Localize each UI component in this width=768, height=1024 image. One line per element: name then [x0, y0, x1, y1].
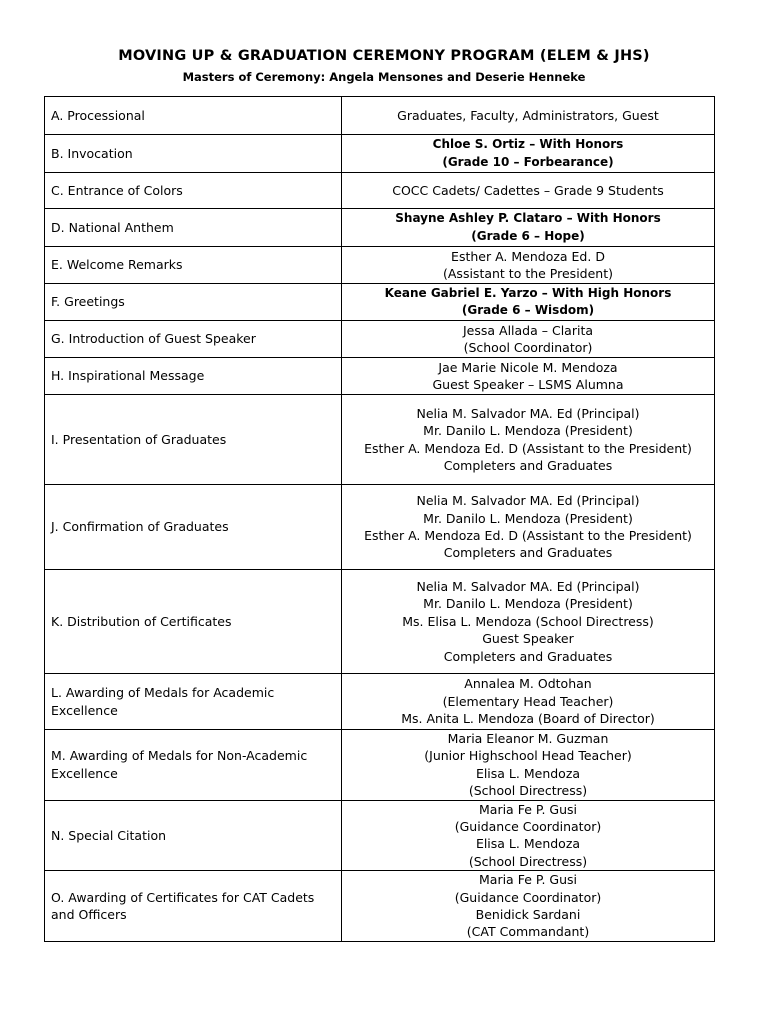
program-row [45, 321, 715, 358]
responsible-line: Jae Marie Nicole M. Mendoza [438, 359, 618, 375]
program-row [45, 871, 715, 942]
program-item: M. Awarding of Medals for Non-Academic Excellence [45, 730, 342, 801]
responsible-line: Mr. Danilo L. Mendoza (President) [423, 596, 633, 612]
responsible-line: Mr. Danilo L. Mendoza (President) [423, 423, 633, 439]
program-row [45, 730, 715, 801]
program-row [45, 173, 715, 209]
responsible-line: Keane Gabriel E. Yarzo – With High Honors [384, 285, 672, 300]
responsible-line: Ms. Anita L. Mendoza (Board of Director) [401, 711, 655, 727]
program-responsible [342, 209, 715, 247]
responsible-line: Elisa L. Mendoza [475, 836, 581, 852]
program-responsible [342, 485, 715, 570]
responsible-line: (Guidance Coordinator) [454, 889, 602, 905]
program-row [45, 247, 715, 284]
program-responsible [342, 173, 715, 209]
program-responsible [342, 135, 715, 173]
program-row [45, 97, 715, 135]
responsible-line: Elisa L. Mendoza [475, 765, 581, 781]
responsible-line: Shayne Ashley P. Clataro – With Honors [395, 211, 661, 226]
program-responsible [342, 284, 715, 321]
responsible-line: Nelia M. Salvador MA. Ed (Principal) [416, 405, 640, 421]
responsible-line: Esther A. Mendoza Ed. D (Assistant to the President) [364, 440, 692, 456]
program-item: H. Inspirational Message [45, 358, 342, 395]
program-row [45, 800, 715, 871]
responsible-line: Jessa Allada – Clarita [462, 322, 594, 338]
responsible-line: Esther A. Mendoza Ed. D (Assistant to the President) [364, 528, 692, 543]
program-item: L. Awarding of Medals for Academic Excellence [45, 674, 342, 730]
program-title: MOVING UP & GRADUATION CEREMONY PROGRAM (ELEM & JHS) [118, 48, 650, 64]
responsible-line: (Elementary Head Teacher) [442, 693, 614, 709]
program-responsible [342, 395, 715, 485]
program-row [45, 674, 715, 730]
program-responsible [342, 871, 715, 942]
program-responsible [342, 247, 715, 284]
responsible-line: Maria Fe P. Gusi [479, 801, 577, 817]
program-responsible [342, 321, 715, 358]
program-item: I. Presentation of Graduates [45, 395, 342, 485]
program-item: C. Entrance of Colors [45, 173, 342, 209]
program-item: K. Distribution of Certificates [45, 570, 342, 674]
masters-of-ceremony: Masters of Ceremony: Angela Mensones and Deserie Henneke [182, 70, 586, 84]
program-table [44, 96, 715, 942]
responsible-line: (Guidance Coordinator) [454, 819, 602, 835]
responsible-line: Completers and Graduates [443, 457, 613, 473]
program-responsible [342, 570, 715, 674]
program-responsible [342, 730, 715, 801]
responsible-line: (School Directress) [468, 853, 588, 869]
program-item: J. Confirmation of Graduates [45, 485, 342, 570]
program-responsible [342, 674, 715, 730]
program-row [45, 485, 715, 570]
responsible-line: Graduates, Faculty, Administrators, Guest [397, 107, 659, 123]
program-item: D. National Anthem [45, 209, 342, 247]
program-item: A. Processional [45, 97, 342, 135]
program-item: N. Special Citation [45, 800, 342, 871]
responsible-line: (School Coordinator) [463, 340, 593, 355]
responsible-line: Guest Speaker – LSMS Alumna [432, 377, 624, 392]
program-responsible [342, 358, 715, 395]
responsible-line: Esther A. Mendoza Ed. D [451, 248, 605, 264]
responsible-line: Mr. Danilo L. Mendoza (President) [423, 510, 633, 526]
responsible-line: (Grade 6 – Wisdom) [461, 303, 595, 317]
responsible-line: (CAT Commandant) [466, 924, 590, 940]
responsible-line: Completers and Graduates [443, 648, 613, 664]
program-row [45, 209, 715, 247]
responsible-line: COCC Cadets/ Cadettes – Grade 9 Students [392, 182, 664, 198]
program-row [45, 358, 715, 395]
responsible-line: (Junior Highschool Head Teacher) [424, 748, 632, 764]
responsible-line: Guest Speaker [482, 631, 574, 647]
program-responsible [342, 97, 715, 135]
responsible-line: (Grade 10 – Forbearance) [442, 154, 614, 169]
responsible-line: Chloe S. Ortiz – With Honors [432, 137, 624, 152]
program-item: E. Welcome Remarks [45, 247, 342, 284]
responsible-line: Maria Fe P. Gusi [479, 872, 577, 888]
responsible-line: Ms. Elisa L. Mendoza (School Directress) [402, 613, 654, 629]
program-table-body [45, 97, 715, 942]
responsible-line: (School Directress) [468, 783, 588, 799]
program-row [45, 570, 715, 674]
program-item: B. Invocation [45, 135, 342, 173]
program-row [45, 395, 715, 485]
program-row [45, 284, 715, 321]
responsible-line: Annalea M. Odtohan [464, 676, 592, 692]
program-row [45, 135, 715, 173]
responsible-line: Nelia M. Salvador MA. Ed (Principal) [416, 493, 640, 509]
responsible-line: Completers and Graduates [443, 545, 613, 561]
program-responsible [342, 800, 715, 871]
responsible-line: Benidick Sardani [475, 907, 581, 923]
responsible-line: (Assistant to the President) [443, 266, 613, 281]
program-item: G. Introduction of Guest Speaker [45, 321, 342, 358]
program-item: F. Greetings [45, 284, 342, 321]
responsible-line: (Grade 6 – Hope) [471, 228, 585, 243]
responsible-line: Maria Eleanor M. Guzman [447, 731, 609, 746]
responsible-line: Nelia M. Salvador MA. Ed (Principal) [416, 578, 640, 594]
program-item: O. Awarding of Certificates for CAT Cadets and Officers [45, 871, 342, 942]
